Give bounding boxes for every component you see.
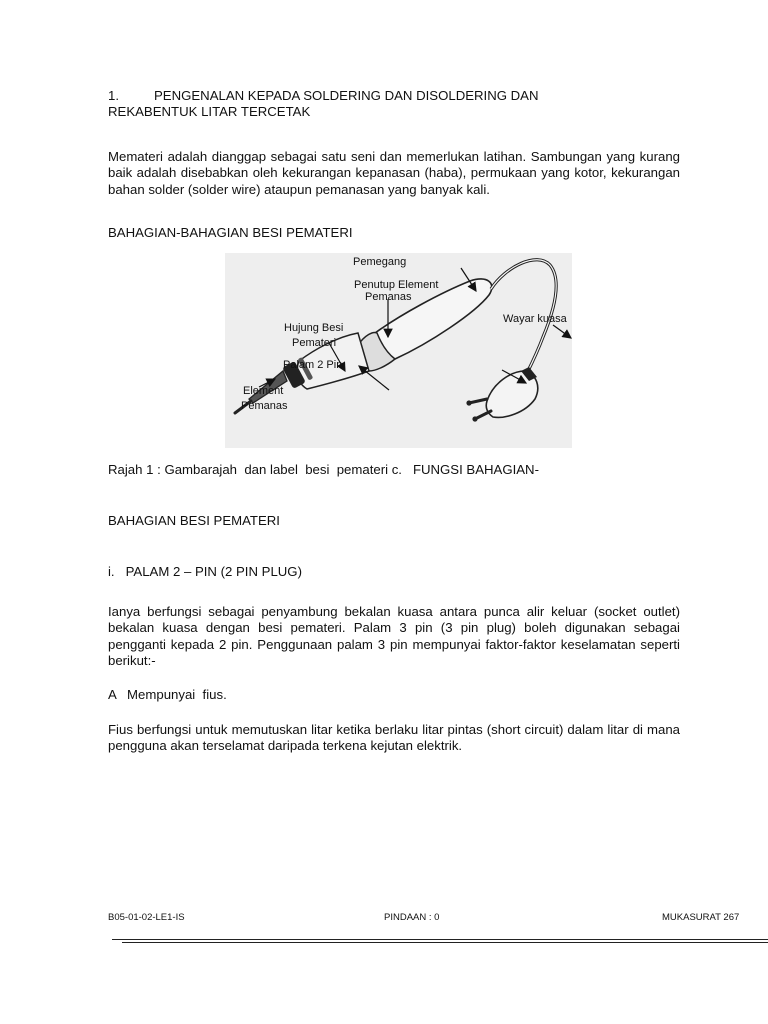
label-palam: Palam 2 Pin [283,359,343,371]
plug-paragraph: Ianya berfungsi sebagai penyambung bekalan kuasa antara punca alir keluar (socket outlet) bekalan kuasa dengan besi pemateri. Palam 3 pin (3 pin plug) boleh digunakan sebagai pengganti kepada 2 pin. Penggunaan palam 3 pin mempunyai faktor-faktor keselamatan seperti berikut:- [108,604,680,669]
label-penutup-1: Penutup Element [354,279,439,291]
figure-caption: Rajah 1 : Gambarajah dan label besi pemateri c. FUNGSI BAHAGIAN- [108,462,539,477]
functions-heading: BAHAGIAN BESI PEMATERI [108,513,280,528]
label-element-2: Pemanas [241,400,288,412]
label-wayar: Wayar kuasa [503,313,567,325]
label-penutup-2: Pemanas [365,291,412,303]
section-heading [108,88,668,121]
intro-paragraph: Memateri adalah dianggap sebagai satu seni dan memerlukan latihan. Sambungan yang kurang baik adalah disebabkan oleh kekurangan kepanasan (haba), permukaan yang kotor, kekurangan bahan solder (solder wire) ataupun pemanasan yang banyak kali. [108,149,680,197]
item-a-heading: A Mempunyai fius. [108,687,227,702]
heading-number: 1. [108,88,119,103]
pin-end-2 [472,416,477,421]
footer-revision: PINDAAN : 0 [384,912,440,923]
label-element-1: Element [243,385,284,397]
footer-rule [112,939,768,940]
heading-title-1: PENGENALAN KEPADA SOLDERING DAN DISOLDERING DAN [154,88,539,103]
footer-code: B05-01-02-LE1-IS [108,912,185,923]
label-hujung-2: Pemateri [292,337,337,349]
parts-heading: BAHAGIAN-BAHAGIAN BESI PEMATERI [108,225,353,240]
footer-page: MUKASURAT 267 [662,912,740,923]
soldering-iron-diagram [225,253,572,448]
footer-rule-secondary [122,942,768,943]
fuse-paragraph: Fius berfungsi untuk memutuskan litar ketika berlaku litar pintas (short circuit) dalam litar di mana pengguna akan terselamat daripada terkena kejutan elektrik. [108,722,680,754]
label-hujung-1: Hujung Besi [284,322,344,334]
pin-end-1 [466,400,471,405]
heading-line-2: REKABENTUK LITAR TERCETAK [108,104,311,120]
item-i-heading: i. PALAM 2 – PIN (2 PIN PLUG) [108,564,302,579]
label-pemegang: Pemegang [353,256,407,268]
heading-line-1 [108,88,668,104]
